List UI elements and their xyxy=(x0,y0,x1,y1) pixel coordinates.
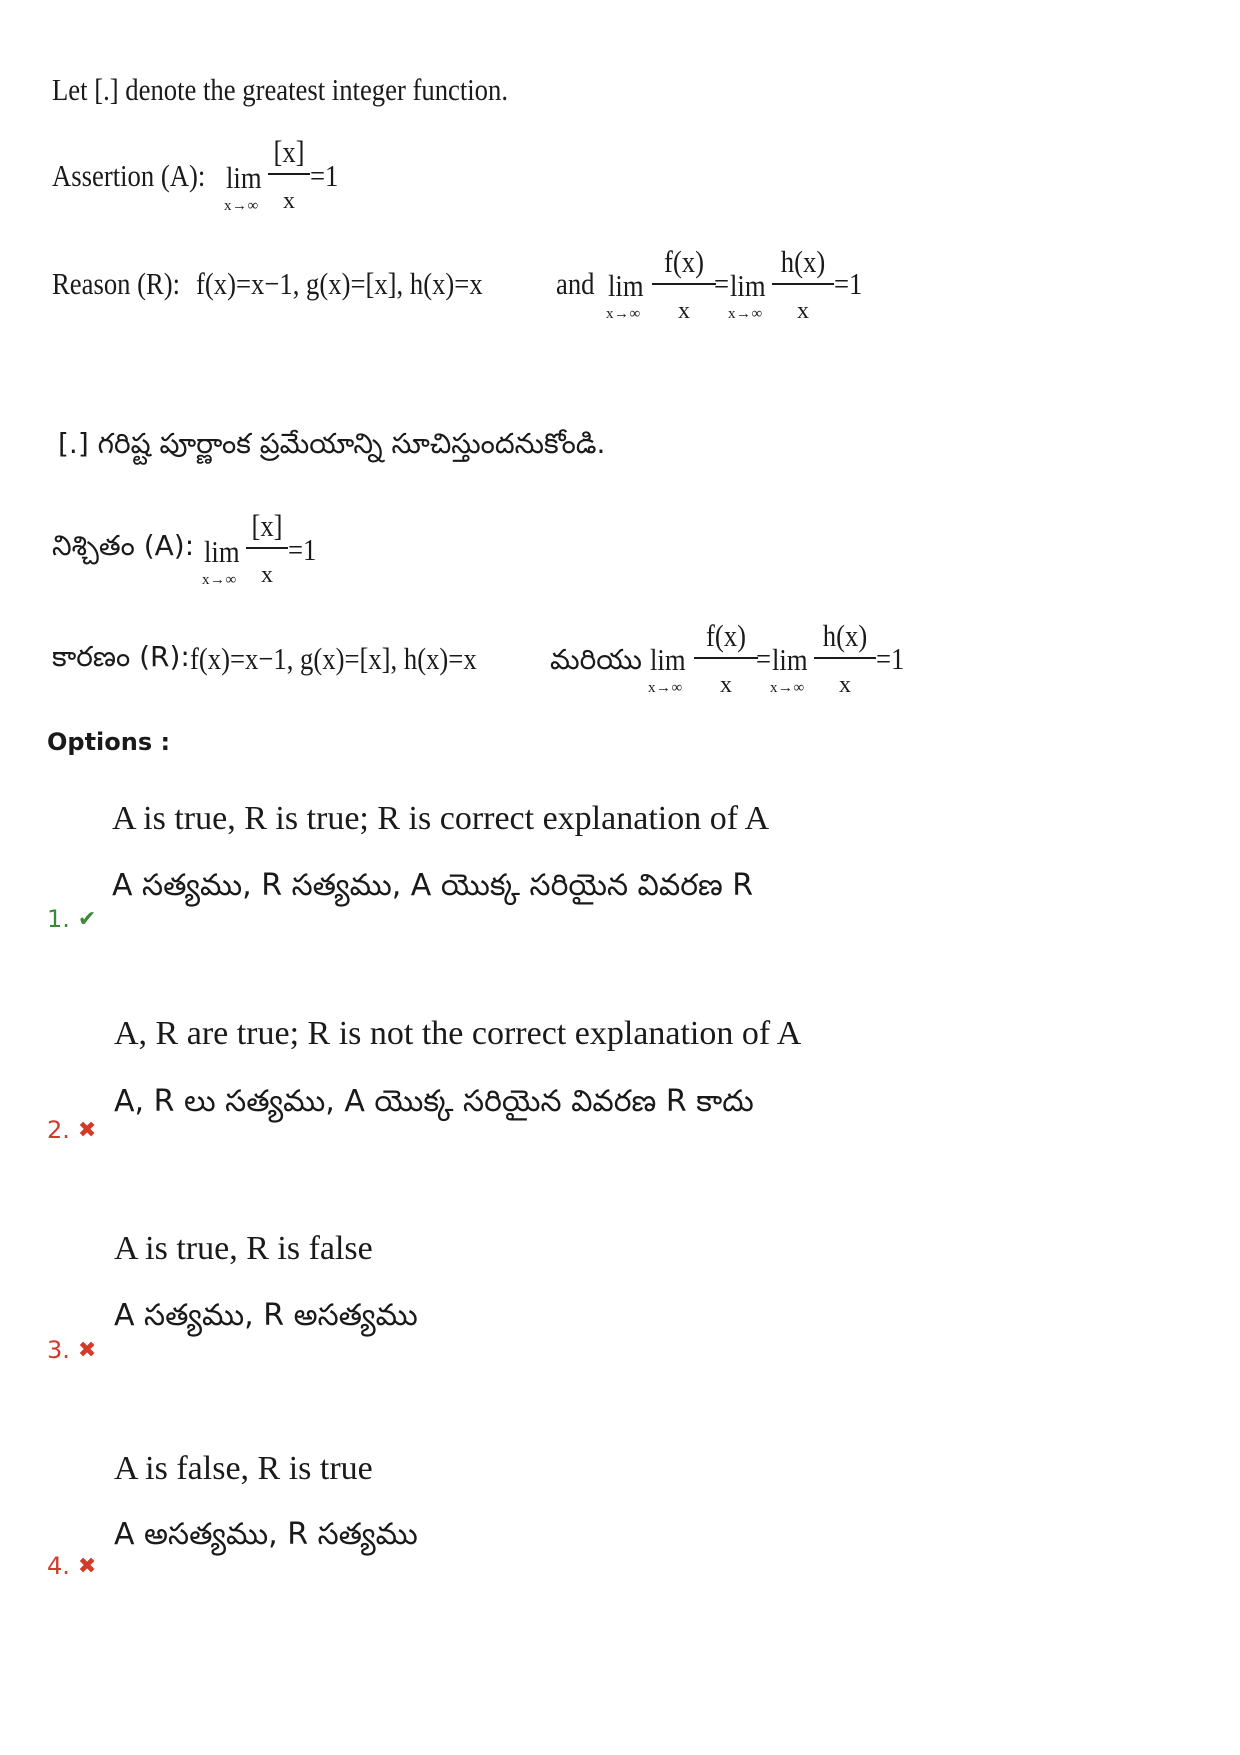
lim-subscript: x→∞ xyxy=(770,680,805,696)
option-3-text-en: A is true, R is false xyxy=(114,1230,373,1267)
assertion-fraction-te xyxy=(246,508,288,588)
reason-definitions: f(x)=x−1, g(x)=[x], h(x)=x xyxy=(196,266,483,301)
fraction-denominator: x xyxy=(678,298,690,324)
lim-subscript: x→∞ xyxy=(606,306,641,322)
reason-label-te-text: కారణం (R): xyxy=(52,640,190,673)
lim-text: lim xyxy=(608,268,644,303)
reason-fraction-h xyxy=(772,244,834,324)
assertion-fraction xyxy=(268,134,310,214)
option-3-text-te: A సత్యము, R అసత్యము xyxy=(114,1298,418,1333)
reason-equals-one-te: =1 xyxy=(876,641,905,676)
fraction-denominator: x xyxy=(261,562,273,588)
fraction-numerator: h(x) xyxy=(780,244,826,279)
cross-icon: ✖ xyxy=(77,1338,97,1363)
reason-label-te xyxy=(52,640,190,673)
lim-subscript: x→∞ xyxy=(202,572,237,588)
assertion-label-te-text: నిశ్చితం (A): xyxy=(52,529,195,562)
lim-subscript: x→∞ xyxy=(728,306,763,322)
option-2-text-te: A, R లు సత్యము, A యొక్క సరియైన వివరణ R కాదు xyxy=(114,1084,754,1119)
lim-subscript: x→∞ xyxy=(224,198,259,214)
lim-subscript: x→∞ xyxy=(648,680,683,696)
fraction-denominator: x xyxy=(283,188,295,214)
reason-equals: = xyxy=(714,266,730,301)
option-4-text-en: A is false, R is true xyxy=(114,1450,373,1487)
reason-fraction-h-te xyxy=(814,618,876,698)
option-1-number xyxy=(47,905,96,933)
reason-and-te xyxy=(550,643,642,676)
question-intro-te: [.] గరిష్ట పూర్ణాంక ప్రమేయాన్ని సూచిస్తుందనుకోండి. xyxy=(58,427,606,460)
option-4-text-te: A అసత్యము, R సత్యము xyxy=(114,1517,418,1552)
option-4-number-text: 4. xyxy=(47,1552,70,1580)
fraction-denominator: x xyxy=(839,672,851,698)
cross-icon: ✖ xyxy=(77,1554,97,1579)
cross-icon: ✖ xyxy=(77,1118,97,1143)
reason-and: and xyxy=(556,266,595,301)
fraction-bar xyxy=(652,283,716,285)
options-title: Options : xyxy=(47,728,171,756)
option-1-text-te: A సత్యము, R సత్యము, A యొక్క సరియైన వివరణ R xyxy=(112,868,754,903)
option-2-number xyxy=(47,1116,96,1144)
fraction-bar xyxy=(772,283,834,285)
assertion-label: Assertion (A): xyxy=(52,158,206,193)
reason-equals-one: =1 xyxy=(834,266,863,301)
option-2-number-text: 2. xyxy=(47,1116,70,1144)
reason-fraction-f xyxy=(652,244,716,324)
option-1-text-en: A is true, R is true; R is correct explanation of A xyxy=(112,800,770,837)
reason-label: Reason (R): xyxy=(52,266,181,301)
reason-and-te-text: మరియు xyxy=(550,643,642,676)
assertion-equals-te: =1 xyxy=(288,532,317,567)
lim-text: lim xyxy=(730,268,766,303)
fraction-denominator: x xyxy=(720,672,732,698)
assertion-label-te xyxy=(52,529,195,562)
check-icon: ✔ xyxy=(77,907,97,932)
lim-text: lim xyxy=(226,160,262,195)
reason-fraction-f-te xyxy=(694,618,758,698)
fraction-bar xyxy=(814,657,876,659)
reason-definitions-te: f(x)=x−1, g(x)=[x], h(x)=x xyxy=(190,641,477,676)
fraction-numerator: [x] xyxy=(251,508,283,543)
lim-text: lim xyxy=(204,534,240,569)
fraction-denominator: x xyxy=(797,298,809,324)
option-3-number-text: 3. xyxy=(47,1336,70,1364)
fraction-bar xyxy=(268,173,310,175)
fraction-numerator: [x] xyxy=(273,134,305,169)
option-1-number-text: 1. xyxy=(47,905,70,933)
option-3-number xyxy=(47,1336,96,1364)
question-intro: Let [.] denote the greatest integer function. xyxy=(52,72,509,107)
option-4-number xyxy=(47,1552,96,1580)
lim-text: lim xyxy=(772,642,808,677)
fraction-numerator: h(x) xyxy=(822,618,868,653)
fraction-numerator: f(x) xyxy=(706,618,746,653)
lim-text: lim xyxy=(650,642,686,677)
reason-equals-te: = xyxy=(756,641,772,676)
fraction-bar xyxy=(246,547,288,549)
assertion-equals: =1 xyxy=(310,158,339,193)
fraction-numerator: f(x) xyxy=(664,244,704,279)
fraction-bar xyxy=(694,657,758,659)
option-2-text-en: A, R are true; R is not the correct explanation of A xyxy=(114,1015,802,1052)
